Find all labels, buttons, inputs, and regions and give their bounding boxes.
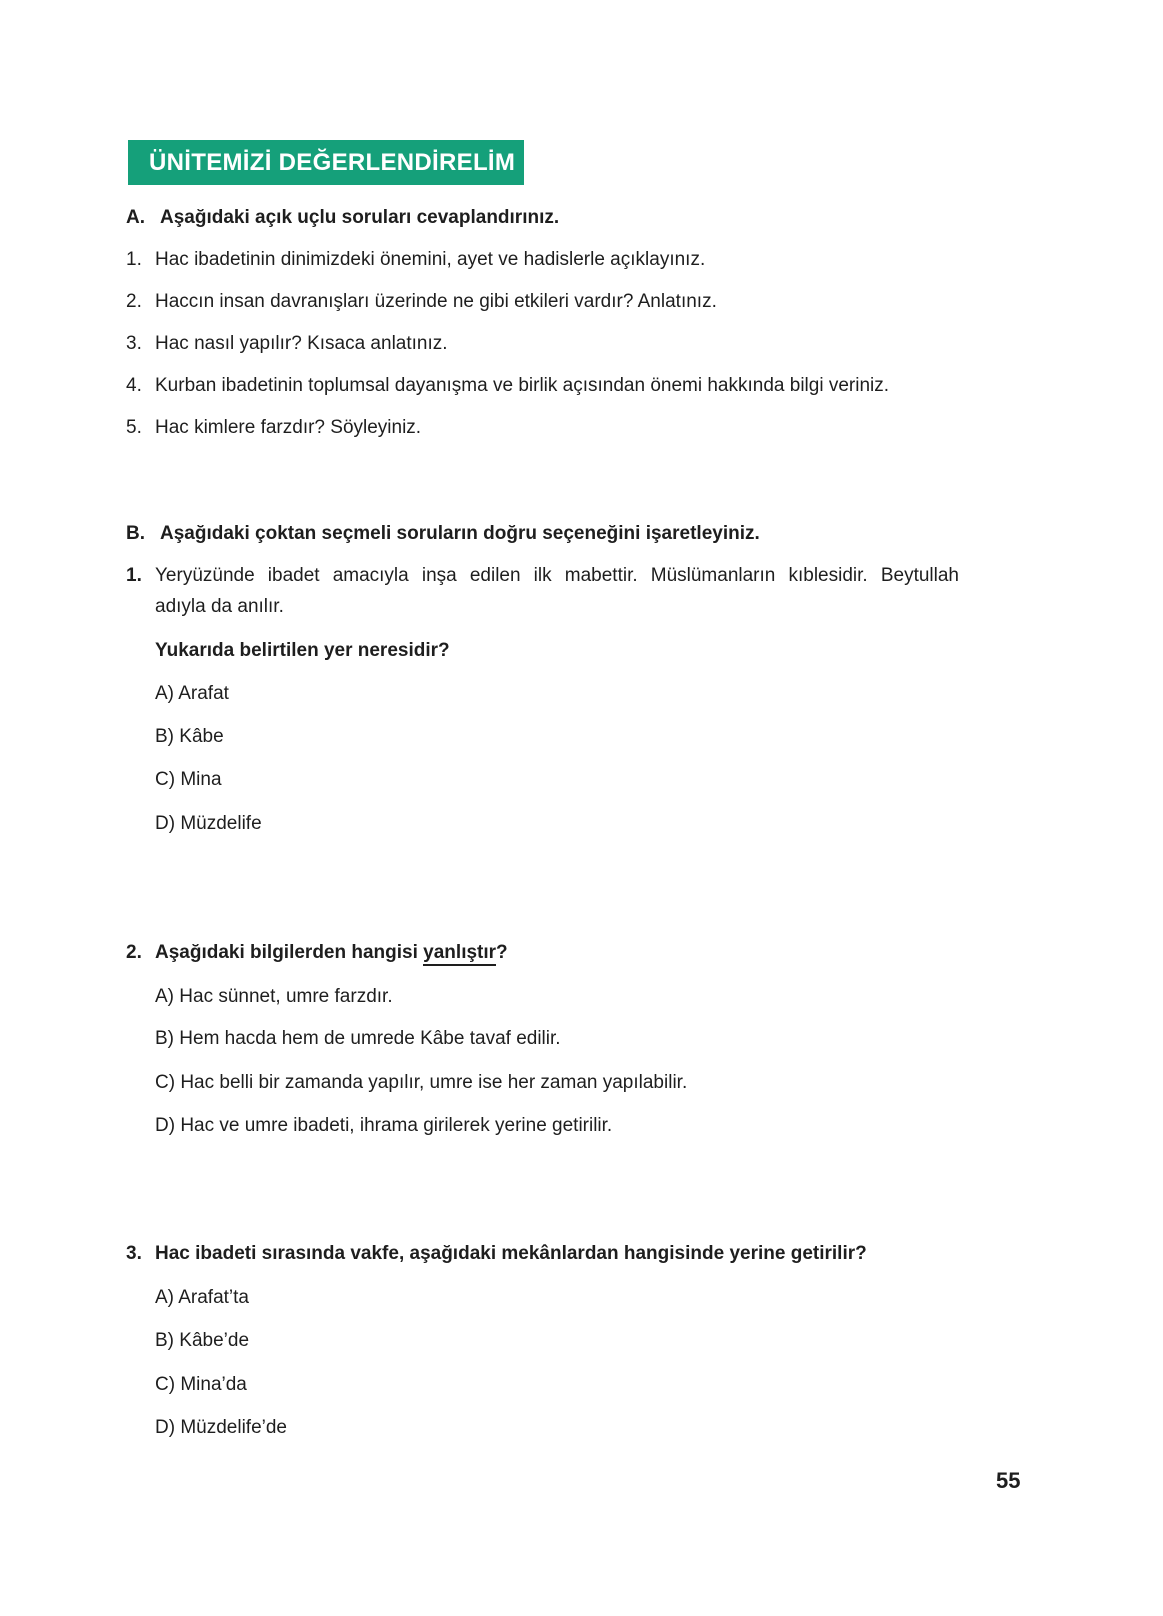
- mc-question-3-option-b[interactable]: B) Kâbe’de: [155, 1330, 250, 1351]
- mc-question-1-prompt: Yukarıda belirtilen yer neresidir?: [155, 640, 450, 661]
- page-number: 55: [996, 1468, 1021, 1493]
- mc-question-2-option-a[interactable]: A) Hac sünnet, umre farzdır.: [155, 986, 393, 1007]
- mc-question-2-underlined-word: yanlıştır: [423, 942, 496, 966]
- mc-question-1-option-d[interactable]: D) Müzdelife: [155, 813, 262, 834]
- section-a-question-number: 1.: [126, 249, 142, 270]
- mc-question-2-number: 2.: [126, 942, 142, 963]
- section-a-question-number: 4.: [126, 375, 142, 396]
- section-a-question-number: 3.: [126, 333, 142, 354]
- section-a-question-text: Haccın insan davranışları üzerinde ne gibi etkileri vardır? Anlatınız.: [155, 291, 717, 312]
- mc-question-2-option-b[interactable]: B) Hem hacda hem de umrede Kâbe tavaf edilir.: [155, 1028, 561, 1049]
- mc-question-3-option-c[interactable]: C) Mina’da: [155, 1374, 247, 1395]
- mc-question-1-number: 1.: [126, 565, 142, 586]
- section-a-question-text: Hac kimlere farzdır? Söyleyiniz.: [155, 417, 422, 438]
- section-a-question-number: 2.: [126, 291, 142, 312]
- unit-review-banner: ÜNİTEMİZİ DEĞERLENDİRELİM: [128, 140, 524, 185]
- mc-question-1-option-a[interactable]: A) Arafat: [155, 683, 229, 704]
- section-a-letter: A.: [126, 207, 145, 228]
- section-b-letter: B.: [126, 523, 145, 544]
- mc-question-1-option-b[interactable]: B) Kâbe: [155, 726, 224, 747]
- mc-question-2-option-d[interactable]: D) Hac ve umre ibadeti, ihrama girilerek yerine getirilir.: [155, 1115, 613, 1136]
- section-a-question-text: Hac ibadetinin dinimizdeki önemini, ayet ve hadislerle açıklayınız.: [155, 249, 706, 270]
- mc-question-2-option-c[interactable]: C) Hac belli bir zamanda yapılır, umre ise her zaman yapılabilir.: [155, 1072, 688, 1093]
- section-a-question-text: Hac nasıl yapılır? Kısaca anlatınız.: [155, 333, 448, 354]
- mc-question-3-text: Hac ibadeti sırasında vakfe, aşağıdaki mekânlardan hangisinde yerine getirilir?: [155, 1243, 867, 1264]
- mc-question-1-text-line2: adıyla da anılır.: [155, 596, 284, 617]
- mc-question-3-option-a[interactable]: A) Arafat’ta: [155, 1287, 249, 1308]
- section-b-instruction: Aşağıdaki çoktan seçmeli soruların doğru seçeneğini işaretleyiniz.: [160, 523, 760, 544]
- mc-question-1-text-line1: Yeryüzünde ibadet amacıyla inşa edilen ilk mabettir. Müslümanların kıblesidir. Beytullah: [155, 565, 959, 586]
- mc-question-2-text-before: Aşağıdaki bilgilerden hangisi: [155, 942, 424, 963]
- mc-question-1-option-c[interactable]: C) Mina: [155, 769, 222, 790]
- section-a-question-number: 5.: [126, 417, 142, 438]
- mc-question-3-number: 3.: [126, 1243, 142, 1264]
- mc-question-2-text: [155, 941, 508, 965]
- mc-question-2-text-after: ?: [496, 942, 508, 963]
- section-a-instruction: Aşağıdaki açık uçlu soruları cevaplandırınız.: [160, 207, 560, 228]
- mc-question-3-option-d[interactable]: D) Müzdelife’de: [155, 1417, 287, 1438]
- section-a-question-text: Kurban ibadetinin toplumsal dayanışma ve birlik açısından önemi hakkında bilgi veriniz.: [155, 375, 890, 396]
